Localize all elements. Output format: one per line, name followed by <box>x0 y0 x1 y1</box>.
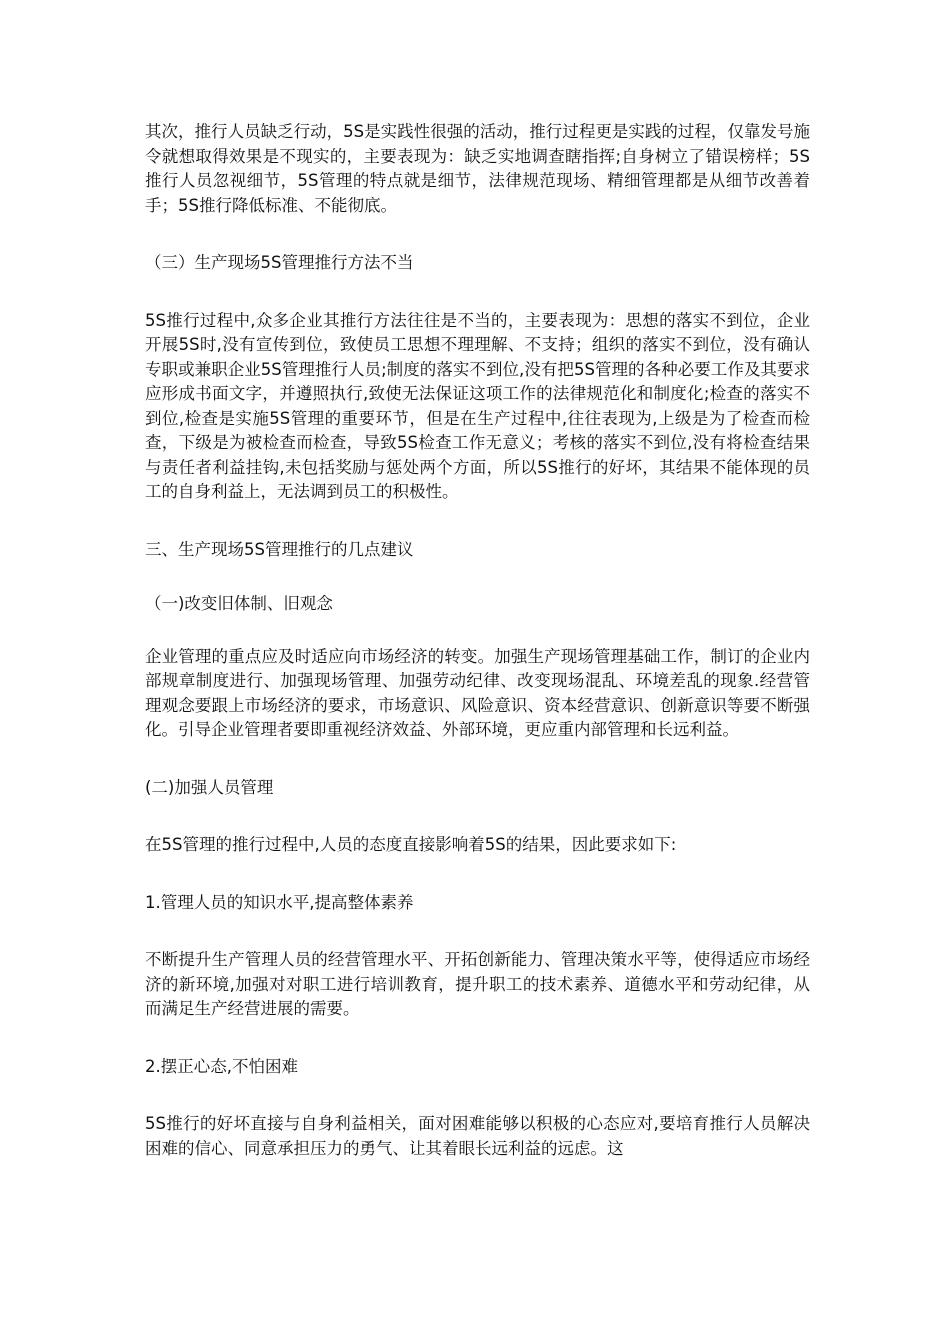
heading-change-old-system: （一)改变旧体制、旧观念 <box>145 594 333 613</box>
paragraph-improper-method: 5S推行过程中,众多企业其推行方法往往是不当的，主要表现为：思想的落实不到位，企业开展5S时,没有宣传到位，致使员工思想不理理解、不支持；组织的落实不到位，没有确认专职或兼职企业5S管理推行人员;制度的落实不到位,没有把5S管理的各种必要工作及其要求应形成书面文字，并遵照执行,致使无法保证这项工作的法律规范化和制度化;检查的落实不到位,检查是实施5S管理的重要环节，但是在生产过程中,往往表现为,上级是为了检查而检查，下级是为被检查而检查，导致5S检查工作无意义；考核的落实不到位,没有将检查结果与责任者利益挂钩,未包括奖励与惩处两个方面，所以5S推行的好坏，其结果不能体现的员工的自身利益上，无法调到员工的积极性。 <box>145 310 810 501</box>
paragraph-knowledge-level: 不断提升生产管理人员的经营管理水平、开拓创新能力、管理决策水平等，使得适应市场经济的新环境,加强对对职工进行培训教育，提升职工的技术素养、道德水平和劳动纪律，从而满足生产经营进展的需要。 <box>145 950 810 1018</box>
heading-suggestions: 三、生产现场5S管理推行的几点建议 <box>145 539 414 559</box>
heading-right-attitude: 2.摆正心态,不怕困难 <box>145 1056 298 1076</box>
document-page <box>145 120 810 1161</box>
heading-improper-method: （三）生产现场5S管理推行方法不当 <box>145 253 414 272</box>
paragraph-change-old-system: 企业管理的重点应及时适应向市场经济的转变。加强生产现场管理基础工作，制订的企业内部规章制度进行、加强现场管理、加强劳动纪律、改变现场混乱、环境差乱的现象.经营管理观念要跟上市场经济的要求，市场意识、风险意识、资本经营意识、创新意识等要不断强化。引导企业管理者要即重视经济效益、外部环境，更应重内部管理和长远利益。 <box>145 646 810 739</box>
heading-personnel-management: (二)加强人员管理 <box>145 777 274 797</box>
paragraph-right-attitude: 5S推行的好坏直接与自身利益相关，面对困难能够以积极的心态应对,要培育推行人员解决困难的信心、同意承担压力的勇气、让其着眼长远利益的远虑。这 <box>145 1114 810 1158</box>
paragraph-lack-of-action: 其次，推行人员缺乏行动，5S是实践性很强的活动，推行过程更是实践的过程，仅靠发号施令就想取得效果是不现实的，主要表现为：缺乏实地调查瞎指挥;自身树立了错误榜样；5S推行人员忽视细节，5S管理的特点就是细节，法律规范现场、精细管理都是从细节改善着手；5S推行降低标准、不能彻底。 <box>145 122 810 215</box>
paragraph-personnel-intro: 在5S管理的推行过程中,人员的态度直接影响着5S的结果，因此要求如下: <box>145 835 677 854</box>
heading-knowledge-level: 1.管理人员的知识水平,提高整体素养 <box>145 892 414 912</box>
